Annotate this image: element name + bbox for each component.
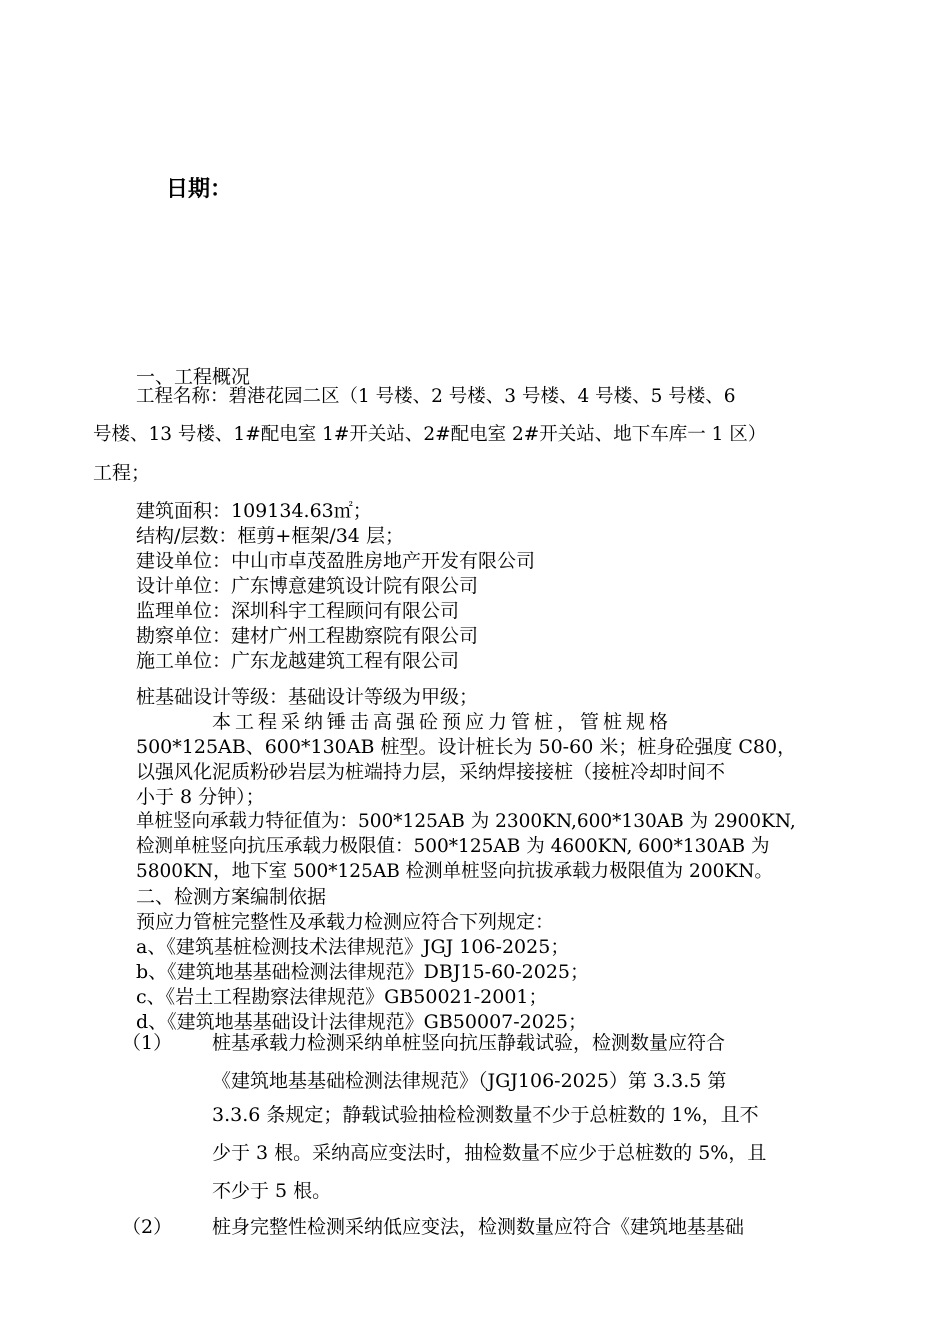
capacity-line-3: 5800KN，地下室 500*125AB 检测单桩竖向抗拔承载力极限值为 200KN。 bbox=[136, 861, 773, 882]
item-2-line-1: 桩身完整性检测采纳低应变法，检测数量应符合《建筑地基基础 bbox=[212, 1216, 745, 1238]
project-name-line-3: 工程； bbox=[93, 462, 151, 484]
item-1-line-5: 不少于 5 根。 bbox=[212, 1180, 332, 1202]
pile-paragraph-line-1: 本工程采纳锤击高强砼预应力管桩，管桩规格 bbox=[212, 711, 673, 733]
item-1-line-1: 桩基承载力检测采纳单桩竖向抗压静载试验，检测数量应符合 bbox=[212, 1032, 726, 1054]
capacity-line-1: 单桩竖向承载力特征值为：500*125AB 为 2300KN,600*130AB 为 2900KN, bbox=[136, 811, 796, 832]
pile-paragraph-line-4: 小于 8 分钟）； bbox=[136, 786, 265, 808]
pile-paragraph-line-3: 以强风化泥质粉砂岩层为桩端持力层，采纳焊接接桩（接桩冷却时间不 bbox=[136, 761, 726, 783]
reference-b: b、《建筑地基基础检测法律规范》DBJ15-60-2025； bbox=[136, 961, 590, 983]
item-2-number: （2） bbox=[122, 1216, 173, 1238]
pile-paragraph-line-2: 500*125AB、600*130AB 桩型。设计桩长为 50-60 米；桩身砼强度 C80， bbox=[136, 736, 797, 758]
section-1-title: 一、工程概况 bbox=[136, 366, 251, 388]
basis-intro: 预应力管桩完整性及承载力检测应符合下列规定： bbox=[136, 911, 555, 933]
reference-a: a、《建筑基桩检测技术法律规范》JGJ 106-2025； bbox=[136, 936, 570, 958]
building-area: 建筑面积：109134.63㎡； bbox=[136, 500, 372, 522]
item-1-number: （1） bbox=[122, 1032, 173, 1054]
structure-floors: 结构/层数：框剪+框架/34 层； bbox=[136, 525, 404, 547]
reference-d: d、《建筑地基基础设计法律规范》GB50007-2025； bbox=[136, 1011, 588, 1033]
project-name-line-1: 工程名称：碧港花园二区（1 号楼、2 号楼、3 号楼、4 号楼、5 号楼、6 bbox=[136, 386, 736, 407]
item-1-line-3: 3.3.6 条规定；静载试验抽检检测数量不少于总桩数的 1%，且不 bbox=[212, 1104, 759, 1126]
design-unit: 设计单位：广东博意建筑设计院有限公司 bbox=[136, 575, 479, 597]
capacity-line-2: 检测单桩竖向抗压承载力极限值：500*125AB 为 4600KN, 600*130AB 为 bbox=[136, 836, 770, 857]
item-1-line-2: 《建筑地基基础检测法律规范》（JGJ106-2025）第 3.3.5 第 bbox=[212, 1070, 727, 1092]
supervision-unit: 监理单位：深圳科宇工程顾问有限公司 bbox=[136, 600, 460, 622]
project-name-line-2: 号楼、13 号楼、1#配电室 1#开关站、2#配电室 2#开关站、地下车库一 1 区） bbox=[93, 424, 767, 445]
item-1-line-4: 少于 3 根。采纳高应变法时，抽检数量不应少于总桩数的 5%，且 bbox=[212, 1142, 767, 1164]
date-label: 日期： bbox=[166, 177, 233, 202]
section-2-title: 二、检测方案编制依据 bbox=[136, 886, 327, 908]
design-grade: 桩基础设计等级：基础设计等级为甲级； bbox=[136, 686, 479, 708]
reference-c: c、《岩土工程勘察法律规范》GB50021-2001； bbox=[136, 986, 548, 1008]
construction-unit: 建设单位：中山市卓茂盈胜房地产开发有限公司 bbox=[136, 550, 536, 572]
survey-unit: 勘察单位：建材广州工程勘察院有限公司 bbox=[136, 625, 479, 647]
builder-unit: 施工单位：广东龙越建筑工程有限公司 bbox=[136, 650, 460, 672]
